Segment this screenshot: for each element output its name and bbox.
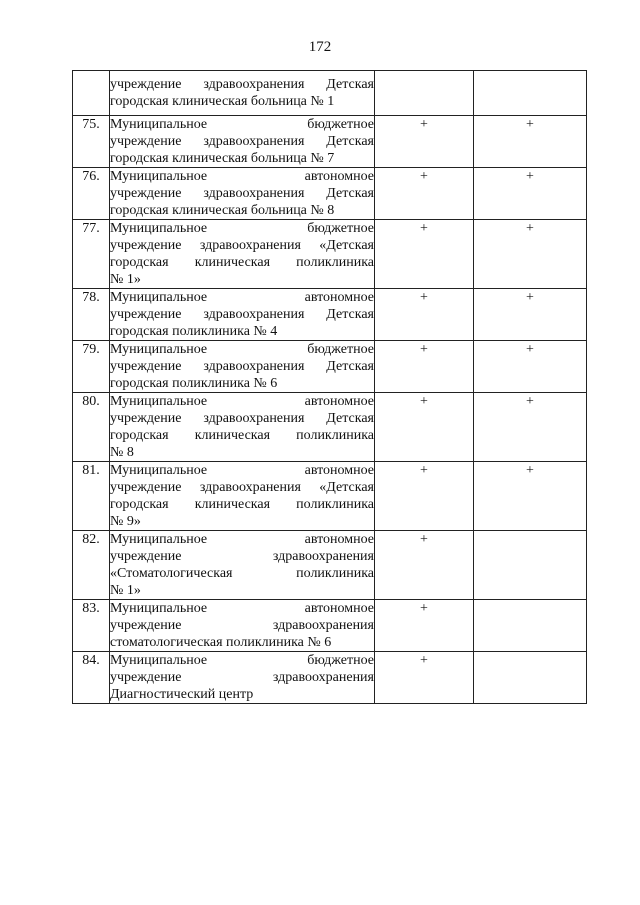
institution-name-line: городская поликлиника № 4 (110, 324, 278, 339)
institution-name (110, 531, 375, 600)
institution-name (110, 71, 375, 116)
institution-name-line: учреждение здравоохранения «Детская (110, 238, 374, 253)
row-number: 75. (73, 116, 110, 168)
mark-column-a: + (375, 600, 474, 652)
institution-name-line: городская поликлиника № 6 (110, 376, 278, 391)
table-row (73, 462, 587, 531)
row-number: 81. (73, 462, 110, 531)
table-row (73, 341, 587, 393)
mark-column-b (474, 531, 587, 600)
institution-name-line: Муниципальное автономное (110, 601, 374, 616)
institution-name-line: городская клиническая поликлиника (110, 428, 374, 443)
institution-name-line: Муниципальное автономное (110, 290, 374, 305)
table-row (73, 168, 587, 220)
institution-name-line: Муниципальное бюджетное (110, 221, 374, 236)
institution-name-line: Муниципальное автономное (110, 394, 374, 409)
institution-name-line: Муниципальное автономное (110, 532, 374, 547)
page-number: 172 (308, 39, 332, 55)
mark-column-a: + (375, 341, 474, 393)
institution-name-line: Муниципальное автономное (110, 463, 374, 478)
mark-column-b: + (474, 462, 587, 531)
row-number: 83. (73, 600, 110, 652)
institution-name-line: учреждение здравоохранения Детская (110, 77, 374, 92)
institution-name-line: городская клиническая поликлиника (110, 255, 374, 270)
institution-name-line: учреждение здравоохранения «Детская (110, 480, 374, 495)
table-row (73, 531, 587, 600)
institution-name-line: учреждение здравоохранения (110, 670, 374, 685)
institution-name-line: городская клиническая поликлиника (110, 497, 374, 512)
institution-name-line: городская клиническая больница № 7 (110, 151, 335, 166)
mark-column-b: + (474, 289, 587, 341)
institution-name (110, 341, 375, 393)
institution-name (110, 393, 375, 462)
mark-column-a: + (375, 462, 474, 531)
table-row (73, 393, 587, 462)
institution-name-line: Муниципальное бюджетное (110, 342, 374, 357)
table-row (73, 600, 587, 652)
table-row (73, 116, 587, 168)
institution-name-line: Диагностический центр (110, 687, 254, 702)
row-number: 82. (73, 531, 110, 600)
institution-name-line: № 8 (110, 445, 134, 460)
row-number: 80. (73, 393, 110, 462)
mark-column-b (474, 652, 587, 704)
institution-name-line: Муниципальное автономное (110, 169, 374, 184)
table-row (73, 71, 587, 116)
row-number (73, 71, 110, 116)
mark-column-a: + (375, 652, 474, 704)
mark-column-b (474, 71, 587, 116)
row-number: 77. (73, 220, 110, 289)
mark-column-b: + (474, 168, 587, 220)
institution-name-line: № 1» (110, 583, 141, 598)
mark-column-a: + (375, 289, 474, 341)
mark-column-b: + (474, 116, 587, 168)
table-row (73, 652, 587, 704)
table-row (73, 220, 587, 289)
institution-name-line: учреждение здравоохранения Детская (110, 134, 374, 149)
institution-name-line: городская клиническая больница № 8 (110, 203, 335, 218)
institution-name-line: учреждение здравоохранения Детская (110, 411, 374, 426)
mark-column-a: + (375, 116, 474, 168)
institution-name (110, 168, 375, 220)
row-number: 76. (73, 168, 110, 220)
institution-name-line: Муниципальное бюджетное (110, 653, 374, 668)
institution-name-line: учреждение здравоохранения (110, 618, 374, 633)
institution-name-line: Муниципальное бюджетное (110, 117, 374, 132)
row-number: 79. (73, 341, 110, 393)
mark-column-a: + (375, 168, 474, 220)
institution-name-line: № 9» (110, 514, 141, 529)
institution-name-line: «Стоматологическая поликлиника (110, 566, 374, 581)
row-number: 78. (73, 289, 110, 341)
table-body (73, 71, 587, 704)
mark-column-a: + (375, 393, 474, 462)
institution-name-line: учреждение здравоохранения Детская (110, 359, 374, 374)
institution-name (110, 289, 375, 341)
mark-column-a (375, 71, 474, 116)
table-row (73, 289, 587, 341)
mark-column-b: + (474, 341, 587, 393)
institutions-table (72, 70, 587, 704)
institution-name-line: учреждение здравоохранения Детская (110, 307, 374, 322)
institution-name (110, 116, 375, 168)
institution-name (110, 652, 375, 704)
institution-name (110, 220, 375, 289)
mark-column-b: + (474, 220, 587, 289)
mark-column-b: + (474, 393, 587, 462)
institution-name-line: № 1» (110, 272, 141, 287)
institution-name-line: учреждение здравоохранения (110, 549, 374, 564)
row-number: 84. (73, 652, 110, 704)
institution-name-line: городская клиническая больница № 1 (110, 94, 335, 109)
institution-name-line: учреждение здравоохранения Детская (110, 186, 374, 201)
institution-name (110, 600, 375, 652)
mark-column-a: + (375, 220, 474, 289)
mark-column-a: + (375, 531, 474, 600)
mark-column-b (474, 600, 587, 652)
institution-name (110, 462, 375, 531)
institution-name-line: стоматологическая поликлиника № 6 (110, 635, 332, 650)
